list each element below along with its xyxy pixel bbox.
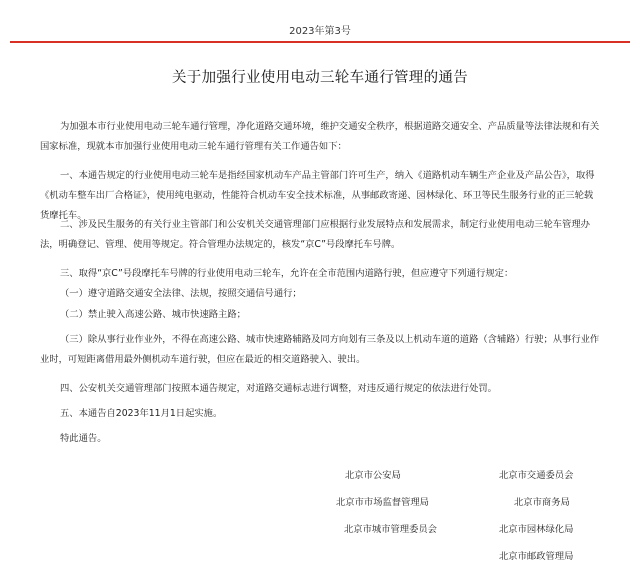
article-4: 四、公安机关交通管理部门按照本通告规定，对道路交通标志进行调整，对违反通行规定的依法进行处罚。 bbox=[60, 383, 497, 394]
article-1: 一、本通告规定的行业使用电动三轮车是指经国家机动车产品主管部门许可生产，纳入《道路机动车辆生产企业及产品公告》，取得《机动车整车出厂合格证》，使用纯电驱动，性能符合机动车安全技术标准，从事邮政寄递、园林绿化、环卫等民生服务行业的正三轮载货摩托车。 bbox=[40, 170, 595, 221]
signatory-commerce: 北京市商务局 bbox=[514, 497, 570, 508]
rule-3: （三）除从事行业作业外，不得在高速公路、城市快速路辅路及同方向划有三条及以上机动车道的道路（含辅路）行驶；从事行业作业时，可短距离借用最外侧机动车道行驶，但应在最近的相交道路驶入、驶出。 bbox=[40, 334, 600, 365]
signatory-landscaping: 北京市园林绿化局 bbox=[499, 524, 574, 535]
signatory-transport: 北京市交通委员会 bbox=[499, 470, 574, 481]
document-title: 关于加强行业使用电动三轮车通行管理的通告 bbox=[172, 70, 468, 86]
signatory-city-management: 北京市城市管理委员会 bbox=[344, 524, 437, 535]
rule-1: （一）遵守道路交通安全法律、法规，按照交通信号通行； bbox=[60, 288, 302, 299]
document-number: 2023年第3号 bbox=[289, 26, 351, 37]
closing-line: 特此通告。 bbox=[60, 433, 107, 444]
red-header-rule bbox=[10, 41, 630, 43]
signatory-postal: 北京市邮政管理局 bbox=[499, 551, 574, 562]
article-2: 二、涉及民生服务的有关行业主管部门和公安机关交通管理部门应根据行业发展特点和发展需求，制定行业使用电动三轮车管理办法，明确登记、管理、使用等规定。符合管理办法规定的，核发“京C”号段摩托车号牌。 bbox=[40, 219, 590, 250]
signatory-market-regulation: 北京市市场监督管理局 bbox=[336, 497, 429, 508]
article-5: 五、本通告自2023年11月1日起实施。 bbox=[60, 408, 223, 419]
rule-2: （二）禁止驶入高速公路、城市快速路主路； bbox=[60, 309, 246, 320]
intro-paragraph: 为加强本市行业使用电动三轮车通行管理，净化道路交通环境，维护交通安全秩序，根据道路交通安全、产品质量等法律法规和有关国家标准，现就本市加强行业使用电动三轮车通行管理有关工作通告如下： bbox=[40, 121, 600, 152]
signatory-public-security: 北京市公安局 bbox=[345, 470, 401, 481]
article-3: 三、取得“京C”号段摩托车号牌的行业使用电动三轮车，允许在全市范围内道路行驶，但应遵守下列通行规定： bbox=[60, 268, 514, 279]
